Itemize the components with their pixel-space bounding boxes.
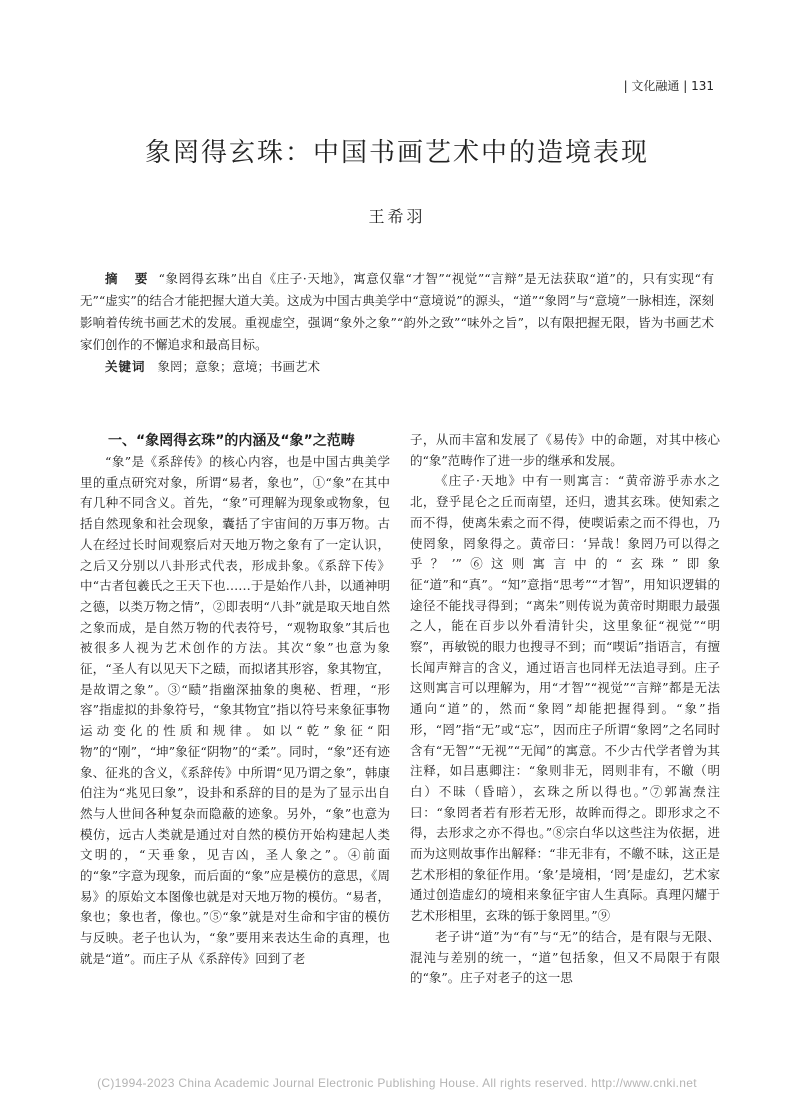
body-paragraph: “象”是《系辞传》的核心内容，也是中国古典美学里的重点研究对象，所谓“易者，象也”，①“象”在其中有几种不同含义。首先，“象”可理解为现象或物象，包括自然现象和社会现象，囊括了宇宙间的万事万物。古人在经过长时间观察后对天地万物之象有了一定认识，之后又分别以八卦形式代表，形成卦象。《系辞下传》中“古者包羲氏之王天下也……于是始作八卦，以通神明之德，以类万物之情”，②即表明“八卦”就是取天地自然之象而成，是自然万物的代表符号，“观物取象”其后也被很多人视为艺术创作的方法。其次“象”也意为象征，“圣人有以见天下之赜，而拟诸其形容，象其物宜，是故谓之象”。③“赜”指幽深抽象的奥秘、哲理，“形容”指虚拟的卦象符号，“象其物宜”指以符号来象征事物运动变化的性质和规律。如以“乾”象征“阳物”的“刚”，“坤”象征“阴物”的“柔”。同时，“象”还有迹象、征兆的含义，《系辞传》中所谓“见乃谓之象”，韩康伯注为“兆见曰象”，设卦和系辞的目的是为了显示出自然与人世间各种复杂而隐蔽的迹象。另外，“象”也意为模仿，远古人类就是通过对自然的模仿开始构建起人类文明的，“天垂象，见吉凶，圣人象之”。④前面的“象”字意为现象，而后面的“象”应是模仿的意思，《周易》的原始文本图像也就是对天地万物的模仿。“易者，象也；象也者，像也。”⑤“象”就是对生命和宇宙的模仿与反映。老子也认为，“象”要用来表达生命的真理，也就是“道”。而庄子从《系辞传》回到了老 xyxy=(80,454,390,966)
abstract-paragraph xyxy=(80,268,714,356)
abstract-block xyxy=(80,268,714,378)
body-columns xyxy=(80,430,720,1040)
abstract-label: 摘 要 xyxy=(105,271,154,286)
right-column xyxy=(410,430,720,1040)
keywords-text: 象罔；意象；意境；书画艺术 xyxy=(157,359,321,374)
abstract-text: “象罔得玄珠”出自《庄子·天地》，寓意仅靠“才智”“视觉”“言辩”是无法获取“道”的，只有实现“有无”“虚实”的结合才能把握大道大美。这成为中国古典美学中“意境说”的源头，“道”“象罔”与“意境”一脉相连，深刻影响着传统书画艺术的发展。重视虚空，强调“象外之象”“韵外之致”“味外之旨”，以有限把握无限，皆为书画艺术家们创作的不懈追求和最高目标。 xyxy=(80,271,714,352)
section-heading: 一、“象罔得玄珠”的内涵及“象”之范畴 xyxy=(108,433,355,449)
body-paragraph: 《庄子·天地》中有一则寓言：“黄帝游乎赤水之北，登乎昆仑之丘而南望，还归，遗其玄珠。使知索之而不得，使离朱索之而不得，使喫诟索之而不得也，乃使罔象，罔象得之。黄帝曰：‘异哉！象罔乃可以得之乎？’”⑥这则寓言中的“玄珠”即象征“道”和“真”。“知”意指“思考”“才智”，用知识逻辑的途径不能找寻得到；“离朱”则传说为黄帝时期眼力最强之人，能在百步以外看清针尖，这里象征“视觉”“明察”，再敏锐的眼力也搜寻不到；而“喫诟”指语言，有擅长闻声辩言的含义，通过语言也同样无法追寻到。庄子这则寓言可以理解为，用“才智”“视觉”“言辩”都是无法通向“道”的，然而“象罔”却能把握得到。“象”指形，“罔”指“无”或“忘”，因而庄子所谓“象罔”之名同时含有“无智”“无视”“无闻”的寓意。不少古代学者曾为其注释，如吕惠卿注：“象则非无，罔则非有，不皦（明白）不昧（昏暗），玄珠之所以得也。”⑦郭嵩焘注曰：“象罔者若有形若无形，故眸而得之。即形求之不得，去形求之亦不得也。”⑧宗白华以这些注为依据，进而为这则故事作出解释：“非无非有，不皦不昧，这正是艺术形相的象征作用。‘象’是境相，‘罔’是虚幻，艺术家通过创造虚幻的境相来象征宇宙人生真际。真理闪耀于艺术形相里，玄珠的铄于象罔里。”⑨ xyxy=(410,473,720,924)
body-paragraph: 老子讲“道”为“有”与“无”的结合，是有限与无限、混沌与差别的统一，“道”包括象，但又不局限于有限的“象”。庄子对老子的这一思 xyxy=(410,928,720,986)
keywords-label: 关键词 xyxy=(105,359,146,374)
body-paragraph-continued: 子，从而丰富和发展了《易传》中的命题，对其中核心的“象”范畴作了进一步的继承和发展。 xyxy=(410,432,720,468)
article-title: 象罔得玄珠：中国书画艺术中的造境表现 xyxy=(144,138,649,168)
keywords-line xyxy=(80,356,714,378)
left-column xyxy=(80,430,390,1040)
author-name: 王希羽 xyxy=(368,207,426,226)
running-head: | 文化融通 | 131 xyxy=(623,79,714,93)
copyright-watermark: (C)1994-2023 China Academic Journal Electronic Publishing House. All rights reserved. http://www.cnki.net xyxy=(97,1076,697,1090)
